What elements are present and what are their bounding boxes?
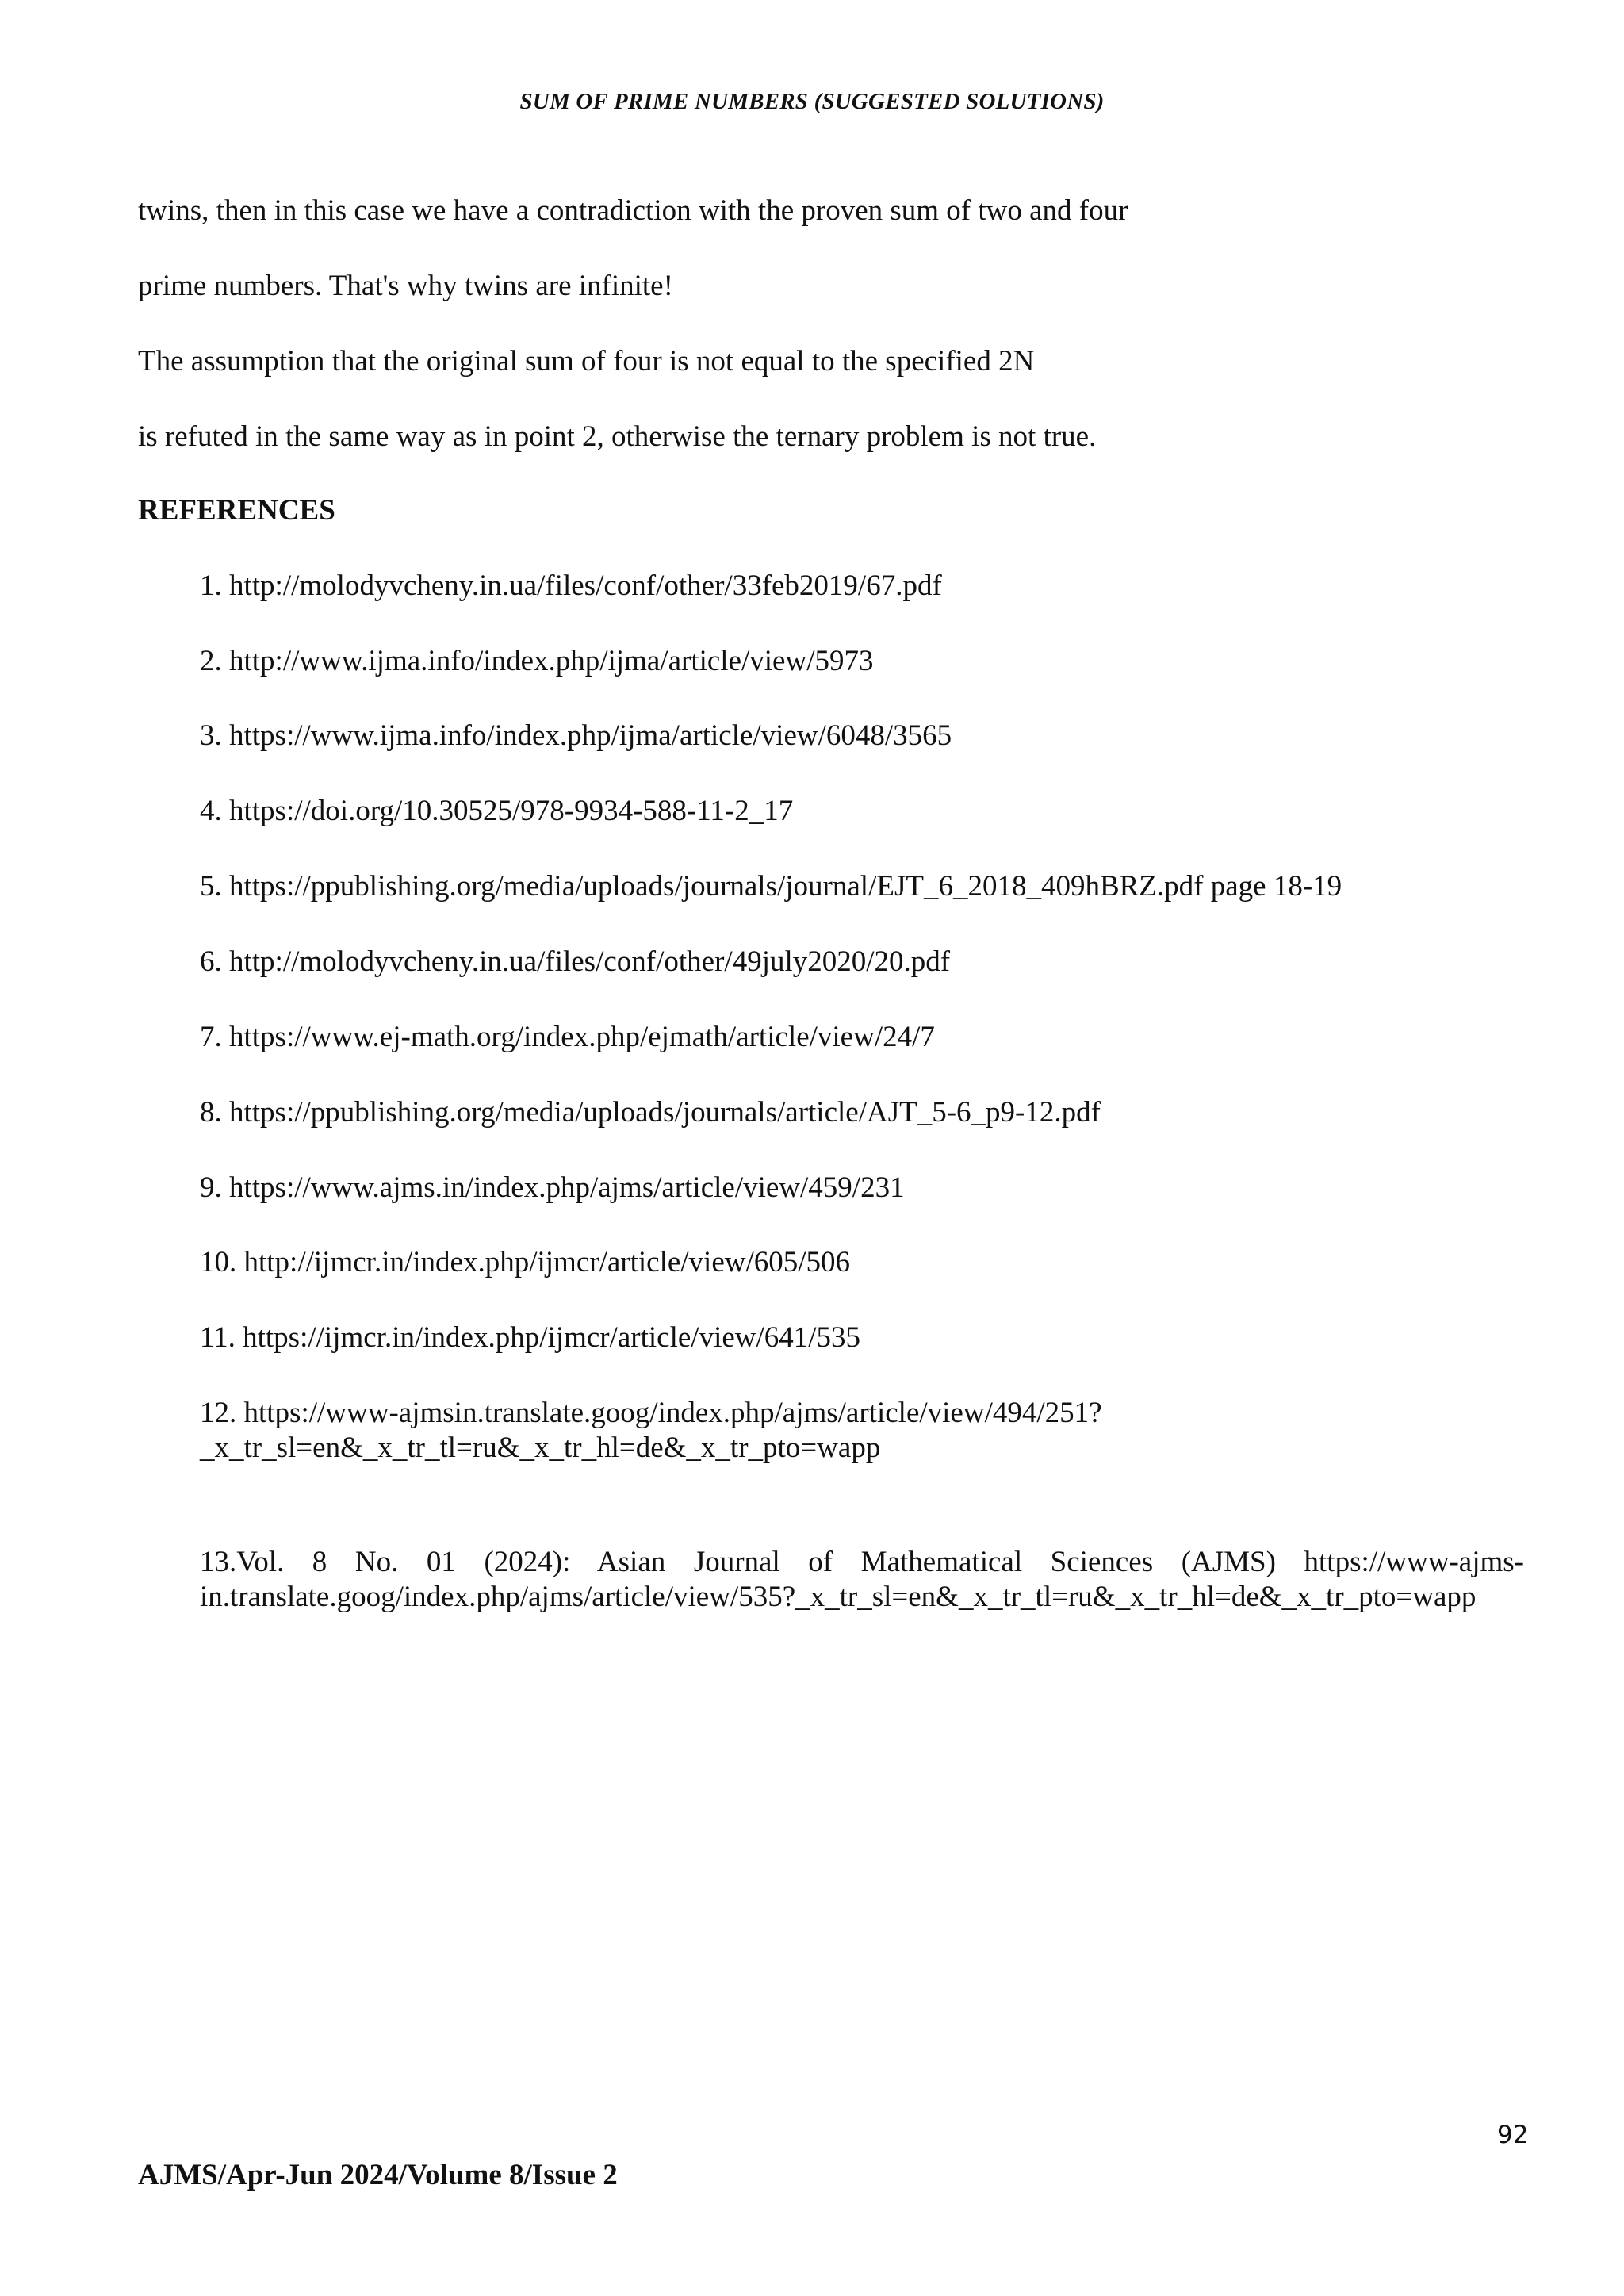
reference-item: 9. https://www.ajms.in/index.php/ajms/article/view/459/231	[200, 1171, 905, 1204]
reference-item: 11. https://ijmcr.in/index.php/ijmcr/article/view/641/535	[200, 1321, 861, 1354]
reference-item: 4. https://doi.org/10.30525/978-9934-588-11-2_17	[200, 795, 794, 827]
page-number: 92	[1497, 2121, 1529, 2149]
body-text-line: The assumption that the original sum of four is not equal to the specified 2N	[138, 345, 1035, 378]
reference-item: 13.Vol. 8 No. 01 (2024): Asian Journal of Mathematical Sciences (AJMS) https://www-ajms-in.translate.goog/index.php/ajms/article/view/535?_x_tr_sl=en&_x_tr_tl=ru&_x_tr_hl=de&_x_tr_pto=wapp	[200, 1546, 1524, 1614]
body-text-line: is refuted in the same way as in point 2, otherwise the ternary problem is not true.	[138, 420, 1097, 453]
reference-item: 10. http://ijmcr.in/index.php/ijmcr/article/view/605/506	[200, 1246, 851, 1278]
reference-item: 5. https://ppublishing.org/media/uploads/journals/journal/EJT_6_2018_409hBRZ.pdf page 18-19	[200, 870, 1342, 903]
reference-item: 2. http://www.ijma.info/index.php/ijma/article/view/5973	[200, 645, 874, 677]
journal-footer: AJMS/Apr-Jun 2024/Volume 8/Issue 2	[138, 2159, 618, 2191]
body-text-line: twins, then in this case we have a contradiction with the proven sum of two and four	[138, 194, 1128, 227]
reference-item: 12. https://www-ajmsin.translate.goog/index.php/ajms/article/view/494/251?_x_tr_sl=en&_x_tr_tl=ru&_x_tr_hl=de&_x_tr_pto=wapp	[200, 1397, 1102, 1465]
reference-item: 3. https://www.ijma.info/index.php/ijma/article/view/6048/3565	[200, 719, 952, 752]
reference-item: 7. https://www.ej-math.org/index.php/ejmath/article/view/24/7	[200, 1021, 935, 1053]
reference-item: 8. https://ppublishing.org/media/uploads/journals/article/AJT_5-6_p9-12.pdf	[200, 1096, 1101, 1129]
body-text-line: prime numbers. That's why twins are infinite!	[138, 270, 673, 302]
reference-item: 1. http://molodyvcheny.in.ua/files/conf/other/33feb2019/67.pdf	[200, 569, 942, 602]
reference-item: 6. http://molodyvcheny.in.ua/files/conf/other/49july2020/20.pdf	[200, 945, 951, 978]
references-heading: REFERENCES	[138, 494, 335, 527]
running-header: SUM OF PRIME NUMBERS (SUGGESTED SOLUTIONS)	[519, 89, 1105, 114]
